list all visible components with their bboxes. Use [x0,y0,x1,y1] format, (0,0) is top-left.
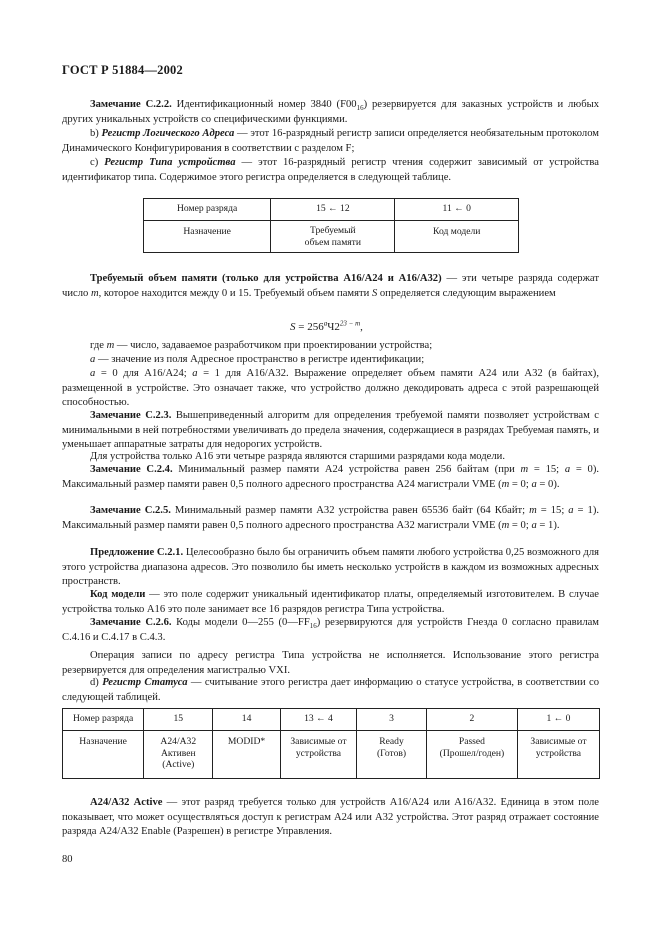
required-memory-paragraph: Требуемый объем памяти (только для устройства А16/А24 и А16/А32) — эти четыре разряда содержат число m, которое находится между 0 и 15. Требуемый объем памяти S определяется следующим выражением [62,273,599,299]
table-header-cell: 15 ← 12 [271,199,395,221]
table-row-label: Назначение [63,731,144,779]
table-cell: Требуемый объем памяти [271,221,395,253]
note-c24: Замечание С.2.4. Минимальный размер памяти А24 устройства равен 256 байтам (при m = 15; a = 0). Максимальный размер памяти равен 0,5 полного адресного пространства А24 магистрали VME (m = 0; a = 0). [62,464,599,490]
table-header-cell: Номер разряда [63,709,144,731]
table-cell: Ready (Готов) [357,731,427,779]
note-c23: Замечание С.2.3. Вышеприведенный алгоритм для определения требуемой памяти позволяет устройствам с минимальными в ней потребностями увеличивать до предела значения, содержащиеся в разрядах Требуемая память, и уменьшает аппаратные затраты для недорогих устройств. [62,410,600,451]
memory-formula: $S = 256^aЧ2^{23 - m}$, [290,319,363,333]
table-header-cell: 2 [426,709,517,731]
table-header-cell: Номер разряда [144,199,271,221]
table-header-cell: 11 ← 0 [395,199,519,221]
status-register-table [62,708,600,779]
table-cell: Зависимые от устройства [517,731,599,779]
where-a: a — значение из поля Адресное пространство в регистре идентификации; [90,354,425,365]
device-type-table [143,198,519,253]
note-c26: Замечание С.2.6. Коды модели 0—255 $(0—FF_{16})$ резервируются для устройств Гнезда 0 согласно правилам С.4.16 и С.4.17 в С.4.3. [62,617,600,643]
a-values: a = 0 для А16/А24; a = 1 для А16/А32. Выражение определяет объем памяти А24 или А32 (в байтах), размещенной в устройстве. Это означает также, что устройство должно декодировать адреса с этой разрешающей способностью. [62,368,599,409]
table-cell: MODID* [213,731,280,779]
table-cell: А24/А32 Активен (Active) [144,731,213,779]
table-cell: Зависимые от устройства [280,731,356,779]
table-cell: Код модели [395,221,519,253]
item-c-device-type: c) Регистр Типа устройства — этот 16-разрядный регистр чтения содержит зависимый от устройства идентификатор типа. Содержимое этого регистра определяется в следующей таблице. [62,157,599,183]
a16-paragraph: Для устройства только А16 эти четыре разряда являются старшими разрядами кода модели. [90,451,505,462]
table-cell: Passed (Прошел/годен) [426,731,517,779]
document-header: ГОСТ Р 51884—2002 [62,63,183,77]
table-header-cell: 3 [357,709,427,731]
page-number: 80 [62,854,73,865]
table-header-cell: 15 [144,709,213,731]
table-row-label: Назначение [144,221,271,253]
where-m: где m — число, задаваемое разработчиком при проектировании устройства; [90,340,433,351]
table-header-cell: 1 ← 0 [517,709,599,731]
note-c22: Замечание С.2.2. Идентификационный номер 3840 $(F00_{16})$ резервируется для заказных устройств и любых других уникальных устройств со специфическими функциями. [62,99,599,125]
item-b-logical-address: b) Регистр Логического Адреса — этот 16-разрядный регистр записи определяется необязательным протоколом Динамического Конфигурирования в соответствии с разделом F; [62,128,599,154]
write-operation-paragraph: Операция записи по адресу регистра Типа устройства не исполняется. Использование этого регистра резервируется для определения магистралью VXI. [62,650,599,676]
item-d-status-register: d) Регистр Статуса — считывание этого регистра дает информацию о статусе устройства, в соответствии со следующей таблицей. [62,677,599,703]
model-code-paragraph: Код модели — это поле содержит уникальный идентификатор платы, определяемый изготовителем. В случае устройства только А16 это поле занимает все 16 разрядов регистра Типа устройства. [62,589,599,615]
a24-a32-active-paragraph: А24/А32 Active — этот разряд требуется только для устройств А16/А24 или А16/А32. Единица в этом поле показывает, что может осуществляться доступ к регистрам А24 или А32 устройства. Этот разряд отражает состояние разряда А24/А32 Enable (Разрешен) в регистре Управления. [62,797,600,838]
note-label: Замечание С.2.2. [90,99,172,110]
table-header-cell: 14 [213,709,280,731]
proposal-c21: Предложение С.2.1. Целесообразно было бы ограничить объем памяти любого устройства 0,25 возможного для этого устройства диапазона адресов. Это позволило бы иметь несколько устройств в каждом из возможных адресных пространств. [62,547,599,588]
table-header-cell: 13 ← 4 [280,709,356,731]
note-c25: Замечание С.2.5. Минимальный размер памяти А32 устройства равен 65536 байт (64 Кбайт; m = 15; a = 1). Максимальный размер памяти равен 0,5 полного адресного пространства А32 магистрали VME (m = 0; a = 1). [62,505,599,531]
